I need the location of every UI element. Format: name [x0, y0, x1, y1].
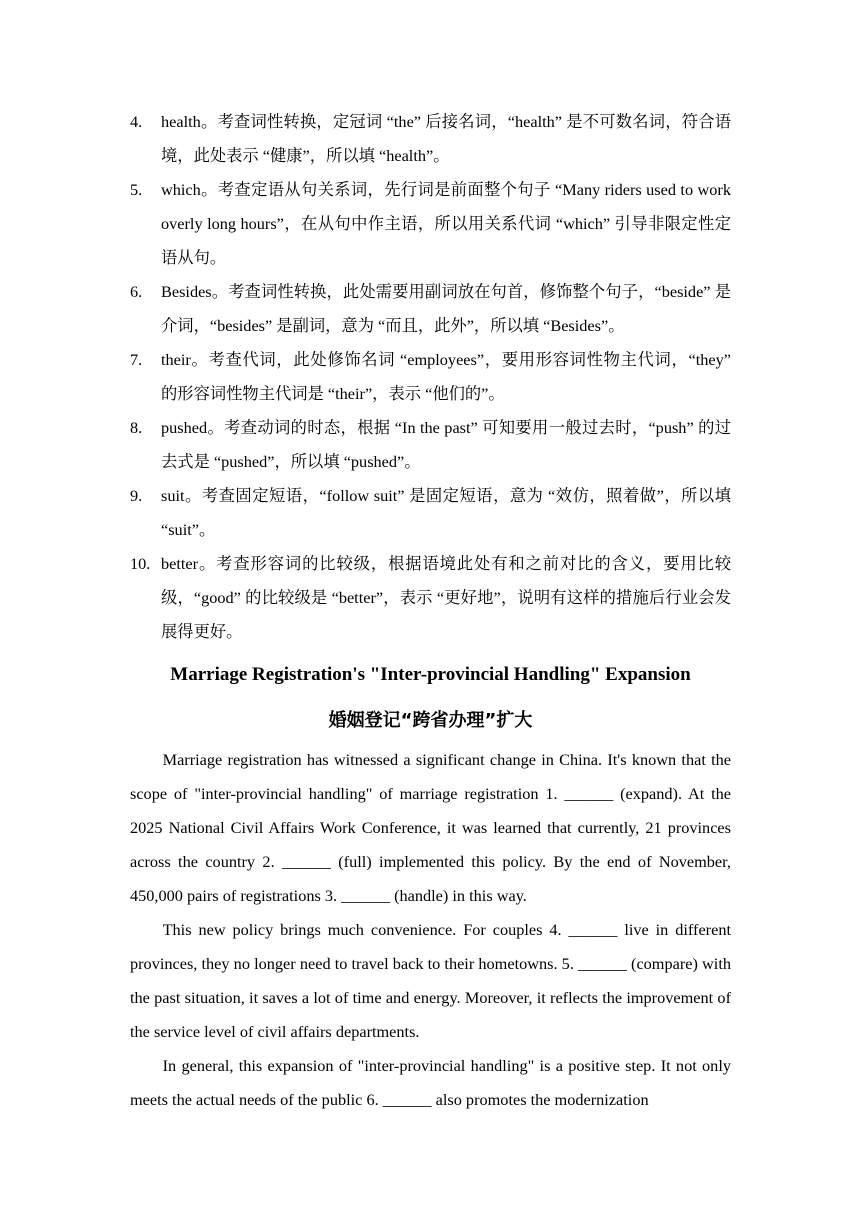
passage-title: Marriage Registration's "Inter-provincial Handling" Expansion	[170, 664, 691, 685]
answer-item	[130, 479, 731, 547]
answer-item	[130, 343, 731, 411]
answer-text: their。考查代词，此处修饰名词 “employees”，要用形容词性物主代词，“they” 的形容词性物主代词是 “their”，表示 “他们的”。	[161, 350, 731, 403]
answer-item	[130, 547, 731, 649]
passage-paragraph: This new policy brings much convenience. For couples 4. ______ live in different provinces, they no longer need to travel back to their hometowns. 5. ______ (compare) with the past situation, it saves a lot of time and energy. Moreover, it reflects the improvement of the service level of civil affairs departments.	[130, 920, 731, 1041]
answer-number: 7.	[130, 350, 143, 369]
answer-number: 6.	[130, 282, 143, 301]
answer-number: 8.	[130, 418, 143, 437]
answer-number: 10.	[130, 554, 151, 573]
answer-item	[130, 411, 731, 479]
answer-text: health。考查词性转换，定冠词 “the” 后接名词，“health” 是不可数名词，符合语境，此处表示 “健康”，所以填 “health”。	[161, 112, 731, 165]
answer-number: 5.	[130, 180, 143, 199]
passage-paragraph: Marriage registration has witnessed a significant change in China. It's known that the scope of "inter-provincial handling" of marriage registration 1. ______ (expand). At the 2025 National Civil Affairs Work Conference, it was learned that currently, 21 provinces across the country 2. ______ (full) implemented this policy. By the end of November, 450,000 pairs of registrations 3. ______ (handle) in this way.	[130, 750, 731, 905]
answer-item	[130, 275, 731, 343]
passage-paragraph: In general, this expansion of "inter-provincial handling" is a positive step. It not only meets the actual needs of the public 6. ______ also promotes the modernization	[130, 1056, 731, 1109]
answer-item	[130, 105, 731, 173]
answer-number: 9.	[130, 486, 143, 505]
passage-body	[130, 743, 731, 1117]
answer-number: 4.	[130, 112, 143, 131]
answer-text: suit。考查固定短语，“follow suit” 是固定短语，意为 “效仿，照着做”，所以填 “suit”。	[161, 486, 731, 539]
passage-subtitle: 婚姻登记“跨省办理”扩大	[328, 710, 533, 731]
answer-list	[130, 105, 731, 649]
answer-text: better。考查形容词的比较级，根据语境此处有和之前对比的含义，要用比较级，“good” 的比较级是 “better”，表示 “更好地”，说明有这样的措施后行业会发展得更好。	[161, 554, 731, 641]
answer-text: pushed。考查动词的时态，根据 “In the past” 可知要用一般过去时，“push” 的过去式是 “pushed”，所以填 “pushed”。	[161, 418, 731, 471]
answer-item	[130, 173, 731, 275]
answer-text: Besides。考查词性转换，此处需要用副词放在句首，修饰整个句子，“beside” 是介词，“besides” 是副词，意为 “而且，此外”，所以填 “Besides”。	[161, 282, 731, 335]
answer-text: which。考查定语从句关系词，先行词是前面整个句子 “Many riders used to work overly long hours”，在从句中作主语，所以用关系代词 “which” 引导非限定性定语从句。	[161, 180, 731, 267]
